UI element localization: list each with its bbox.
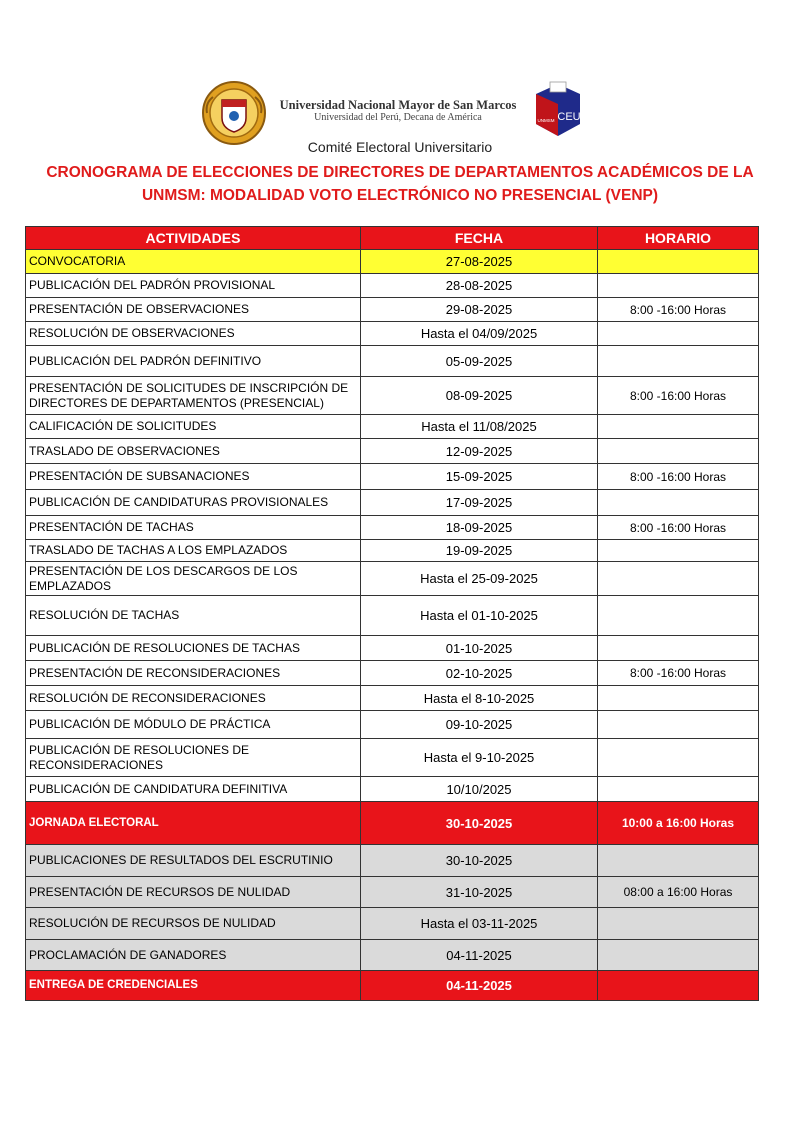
activity-cell: TRASLADO DE OBSERVACIONES (26, 439, 361, 464)
activity-cell: PUBLICACIÓN DEL PADRÓN DEFINITIVO (26, 346, 361, 377)
activity-cell: ENTREGA DE CREDENCIALES (26, 971, 361, 1001)
date-cell: 31-10-2025 (361, 877, 598, 908)
activity-cell: PRESENTACIÓN DE SOLICITUDES DE INSCRIPCIÓN DE DIRECTORES DE DEPARTAMENTOS (PRESENCIAL) (26, 377, 361, 415)
date-cell: 10/10/2025 (361, 777, 598, 802)
time-cell (598, 439, 759, 464)
time-cell: 10:00 a 16:00 Horas (598, 802, 759, 845)
activity-cell: JORNADA ELECTORAL (26, 802, 361, 845)
table-row (26, 636, 759, 661)
committee-name: Comité Electoral Universitario (307, 139, 493, 155)
table-row (26, 415, 759, 439)
table-row (26, 686, 759, 711)
table-row (26, 596, 759, 636)
date-cell: 09-10-2025 (361, 711, 598, 739)
time-cell (598, 971, 759, 1001)
date-cell: Hasta el 9-10-2025 (361, 739, 598, 777)
date-cell: 19-09-2025 (361, 540, 598, 562)
time-cell (598, 636, 759, 661)
document-title (30, 161, 770, 207)
activity-cell: PUBLICACIÓN DE RESOLUCIONES DE RECONSIDERACIONES (26, 739, 361, 777)
time-cell (598, 908, 759, 940)
table-row (26, 377, 759, 415)
date-cell: 02-10-2025 (361, 661, 598, 686)
table-row (26, 274, 759, 298)
time-cell (598, 940, 759, 971)
time-cell (598, 596, 759, 636)
date-cell: Hasta el 11/08/2025 (361, 415, 598, 439)
time-cell (598, 346, 759, 377)
activity-cell: PRESENTACIÓN DE SUBSANACIONES (26, 464, 361, 490)
activity-cell: PROCLAMACIÓN DE GANADORES (26, 940, 361, 971)
title-line-2: UNMSM: MODALIDAD VOTO ELECTRÓNICO NO PRESENCIAL (VENP) (141, 187, 659, 204)
time-cell: 8:00 -16:00 Horas (598, 516, 759, 540)
table-row (26, 777, 759, 802)
date-cell: 18-09-2025 (361, 516, 598, 540)
date-cell: 01-10-2025 (361, 636, 598, 661)
activity-cell: PUBLICACIÓN DE RESOLUCIONES DE TACHAS (26, 636, 361, 661)
date-cell: 28-08-2025 (361, 274, 598, 298)
time-cell (598, 415, 759, 439)
date-cell: 05-09-2025 (361, 346, 598, 377)
activity-cell: RESOLUCIÓN DE RECURSOS DE NULIDAD (26, 908, 361, 940)
activity-cell: CONVOCATORIA (26, 250, 361, 274)
time-cell: 8:00 -16:00 Horas (598, 298, 759, 322)
table-row (26, 490, 759, 516)
time-cell: 08:00 a 16:00 Horas (598, 877, 759, 908)
time-cell (598, 777, 759, 802)
date-cell: 17-09-2025 (361, 490, 598, 516)
activity-cell: PRESENTACIÓN DE OBSERVACIONES (26, 298, 361, 322)
table-row (26, 298, 759, 322)
date-cell: 30-10-2025 (361, 845, 598, 877)
activity-cell: PUBLICACIÓN DE CANDIDATURAS PROVISIONALES (26, 490, 361, 516)
ceu-logo-small-text: UNMSM (537, 118, 555, 123)
date-cell: Hasta el 8-10-2025 (361, 686, 598, 711)
time-cell (598, 490, 759, 516)
column-header-activities: ACTIVIDADES (26, 227, 361, 250)
time-cell (598, 845, 759, 877)
date-cell: 27-08-2025 (361, 250, 598, 274)
time-cell (598, 562, 759, 596)
date-cell: 12-09-2025 (361, 439, 598, 464)
university-seal-icon (201, 80, 267, 146)
table-row (26, 845, 759, 877)
activity-cell: PUBLICACIÓN DEL PADRÓN PROVISIONAL (26, 274, 361, 298)
time-cell (598, 686, 759, 711)
title-line-1: CRONOGRAMA DE ELECCIONES DE DIRECTORES DE DEPARTAMENTOS ACADÉMICOS DE LA (46, 164, 754, 181)
activity-cell: PUBLICACIONES DE RESULTADOS DEL ESCRUTINIO (26, 845, 361, 877)
activity-cell: CALIFICACIÓN DE SOLICITUDES (26, 415, 361, 439)
date-cell: Hasta el 03-11-2025 (361, 908, 598, 940)
table-row (26, 877, 759, 908)
date-cell: Hasta el 04/09/2025 (361, 322, 598, 346)
ceu-logo-label: CEU (557, 111, 581, 123)
table-row (26, 540, 759, 562)
date-cell: 08-09-2025 (361, 377, 598, 415)
table-row (26, 516, 759, 540)
activity-cell: PRESENTACIÓN DE LOS DESCARGOS DE LOS EMPLAZADOS (26, 562, 361, 596)
date-cell: Hasta el 25-09-2025 (361, 562, 598, 596)
time-cell (598, 274, 759, 298)
university-block (268, 98, 528, 124)
table-row (26, 940, 759, 971)
activity-cell: PRESENTACIÓN DE RECURSOS DE NULIDAD (26, 877, 361, 908)
column-header-time: HORARIO (598, 227, 759, 250)
university-name: Universidad Nacional Mayor de San Marcos (279, 98, 517, 112)
activity-cell: PRESENTACIÓN DE TACHAS (26, 516, 361, 540)
table-row (26, 464, 759, 490)
table-row (26, 711, 759, 739)
table-row (26, 802, 759, 845)
table-row (26, 739, 759, 777)
university-subtitle: Universidad del Perú, Decana de América (314, 112, 482, 123)
activity-cell: TRASLADO DE TACHAS A LOS EMPLAZADOS (26, 540, 361, 562)
table-row (26, 971, 759, 1001)
time-cell: 8:00 -16:00 Horas (598, 661, 759, 686)
table-row (26, 908, 759, 940)
time-cell (598, 250, 759, 274)
column-header-date: FECHA (361, 227, 598, 250)
time-cell: 8:00 -16:00 Horas (598, 377, 759, 415)
activity-cell: PUBLICACIÓN DE MÓDULO DE PRÁCTICA (26, 711, 361, 739)
table-row (26, 439, 759, 464)
table-row (26, 250, 759, 274)
table-row (26, 346, 759, 377)
activity-cell: RESOLUCIÓN DE TACHAS (26, 596, 361, 636)
time-cell: 8:00 -16:00 Horas (598, 464, 759, 490)
date-cell: 30-10-2025 (361, 802, 598, 845)
date-cell: 29-08-2025 (361, 298, 598, 322)
time-cell (598, 322, 759, 346)
activity-cell: PRESENTACIÓN DE RECONSIDERACIONES (26, 661, 361, 686)
schedule-table (25, 226, 759, 1001)
activity-cell: RESOLUCIÓN DE OBSERVACIONES (26, 322, 361, 346)
ceu-logo-icon (528, 80, 588, 140)
date-cell: 15-09-2025 (361, 464, 598, 490)
time-cell (598, 540, 759, 562)
activity-cell: PUBLICACIÓN DE CANDIDATURA DEFINITIVA (26, 777, 361, 802)
table-row (26, 661, 759, 686)
date-cell: 04-11-2025 (361, 971, 598, 1001)
time-cell (598, 739, 759, 777)
activity-cell: RESOLUCIÓN DE RECONSIDERACIONES (26, 686, 361, 711)
time-cell (598, 711, 759, 739)
date-cell: 04-11-2025 (361, 940, 598, 971)
table-header-row (26, 227, 759, 250)
table-row (26, 322, 759, 346)
table-row (26, 562, 759, 596)
date-cell: Hasta el 01-10-2025 (361, 596, 598, 636)
